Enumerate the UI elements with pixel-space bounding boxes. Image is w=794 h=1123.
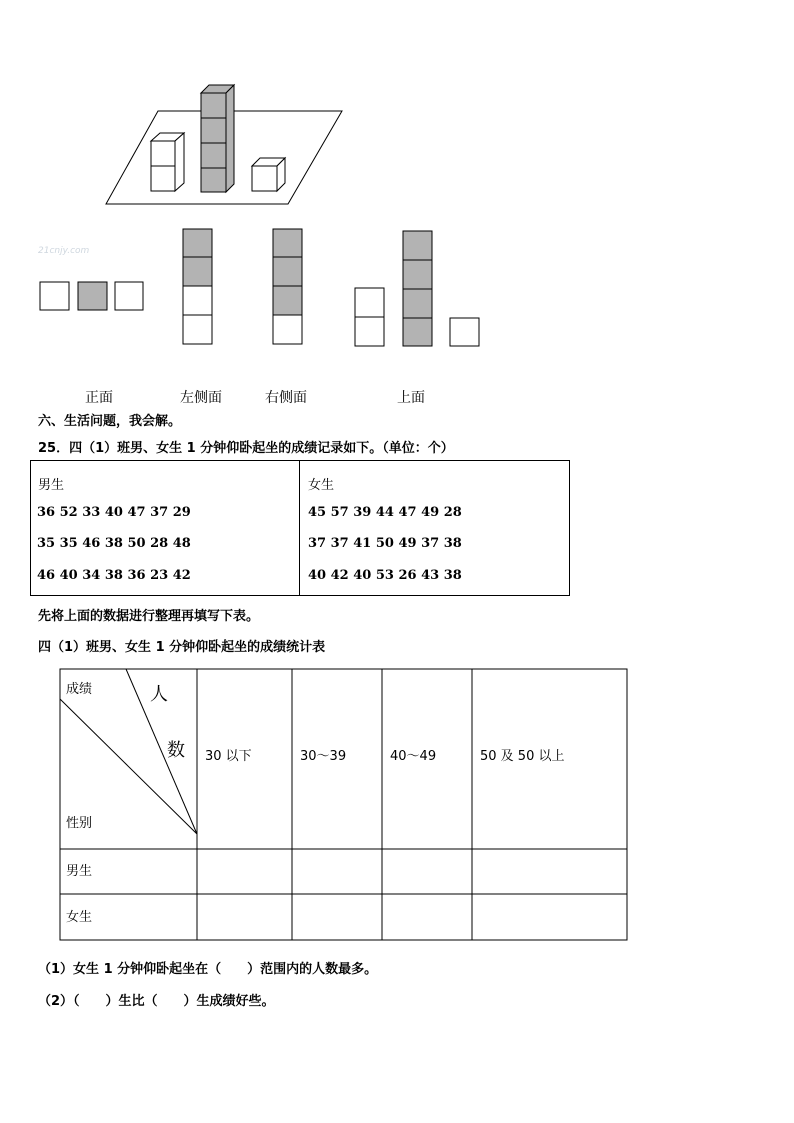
records-boys-header: 男生 bbox=[38, 478, 65, 493]
section-title: 六、生活问题，我会解。 bbox=[38, 414, 182, 429]
label-right-side: 右侧面 bbox=[265, 390, 307, 406]
records-girls-header: 女生 bbox=[308, 478, 335, 493]
answer-cell-boys-30-39[interactable] bbox=[293, 850, 381, 893]
records-girls-row: 37 37 41 50 49 37 38 bbox=[308, 536, 462, 551]
subquestion-2: （2）（ ）生比（ ）生成绩好些。 bbox=[38, 994, 275, 1009]
column-header: 30～39 bbox=[300, 749, 347, 764]
records-boys-row: 46 40 34 38 36 23 42 bbox=[37, 568, 191, 583]
label-left-side: 左侧面 bbox=[180, 390, 222, 406]
records-boys-row: 35 35 46 38 50 28 48 bbox=[37, 536, 191, 551]
row-label-boys: 男生 bbox=[66, 864, 93, 879]
records-boys-row: 36 52 33 40 47 37 29 bbox=[37, 505, 191, 520]
row-label-girls: 女生 bbox=[66, 910, 93, 925]
corner-gender-label: 性别 bbox=[66, 816, 93, 831]
answer-cell-boys-50plus[interactable] bbox=[473, 850, 626, 893]
answer-cell-girls-40-49[interactable] bbox=[383, 895, 471, 939]
corner-score-label: 成绩 bbox=[66, 682, 93, 697]
answer-cell-boys-under30[interactable] bbox=[198, 850, 291, 893]
records-girls-row: 40 42 40 53 26 43 38 bbox=[308, 568, 462, 583]
column-header: 30 以下 bbox=[205, 749, 252, 764]
label-front: 正面 bbox=[85, 390, 113, 406]
records-girls-row: 45 57 39 44 47 49 28 bbox=[308, 505, 462, 520]
label-top: 上面 bbox=[397, 390, 425, 406]
watermark-text: 21cnjy.com bbox=[38, 246, 90, 256]
stat-table-title: 四（1）班男、女生 1 分钟仰卧起坐的成绩统计表 bbox=[38, 640, 326, 655]
answer-cell-girls-50plus[interactable] bbox=[473, 895, 626, 939]
answer-cell-girls-30-39[interactable] bbox=[293, 895, 381, 939]
answer-cell-girls-under30[interactable] bbox=[198, 895, 291, 939]
corner-people-label-1: 人 bbox=[150, 684, 168, 705]
column-header: 40～49 bbox=[390, 749, 437, 764]
question-25: 25．四（1）班男、女生 1 分钟仰卧起坐的成绩记录如下。（单位：个） bbox=[38, 441, 454, 456]
answer-cell-boys-40-49[interactable] bbox=[383, 850, 471, 893]
instruction-text: 先将上面的数据进行整理再填写下表。 bbox=[38, 609, 260, 624]
column-header: 50 及 50 以上 bbox=[480, 749, 565, 764]
subquestion-1: （1）女生 1 分钟仰卧起坐在（ ）范围内的人数最多。 bbox=[38, 962, 378, 977]
corner-people-label-2: 数 bbox=[167, 740, 185, 761]
